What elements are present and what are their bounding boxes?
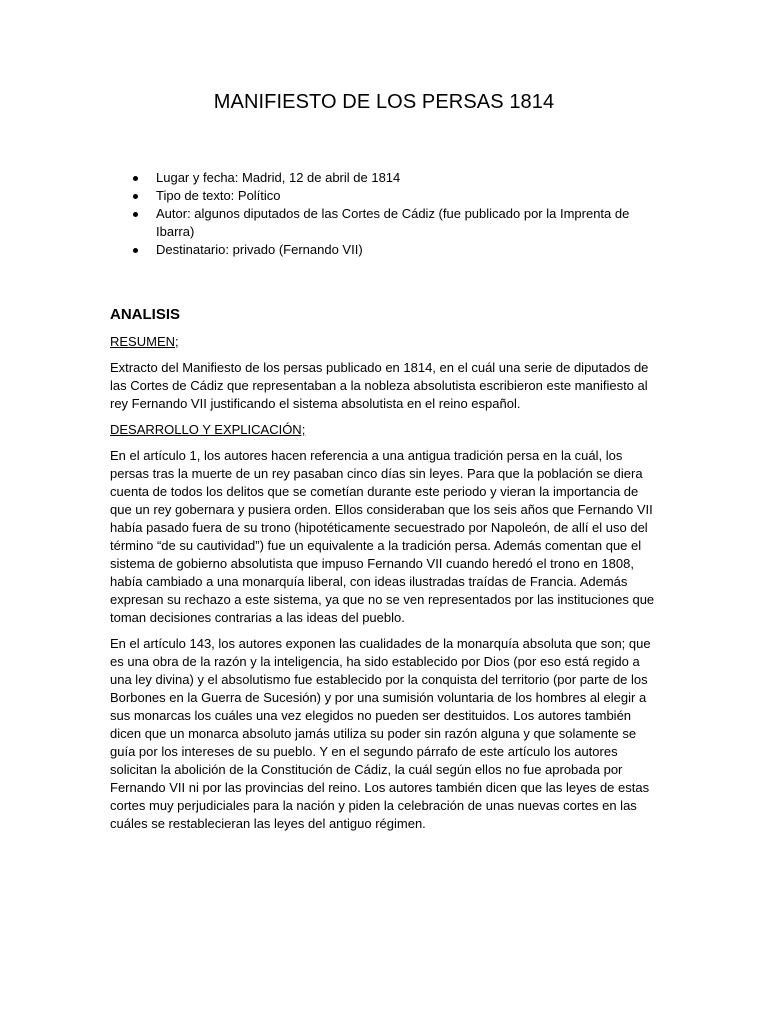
meta-item-recipient <box>133 241 638 259</box>
meta-item-text: Lugar y fecha: Madrid, 12 de abril de 1814 <box>156 170 401 185</box>
meta-item-author <box>133 205 638 241</box>
development-paragraph-article-1: En el artículo 1, los autores hacen referencia a una antigua tradición persa en la cuál, los persas tras la muerte de un rey pasaban cinco días sin leyes. Para que la población se diera cuenta de todos los delitos que se cometían durante este periodo y vieran la importancia de que un rey gobernara y pusiera orden. Ellos consideraban que los seis años que Fernando VII había pasado fuera de su trono (hipotéticamente secuestrado por Napoleón, de allí el uso del término “de su cautividad”) fue un equivalente a la tradición persa. Además comentan que el sistema de gobierno absolutista que impuso Fernando VII cuando heredó el trono en 1808, había cambiado a una monarquía liberal, con ideas ilustradas traídas de Francia. Además expresan su rechazo a este sistema, ya que no se ven representados por las instituciones que toman decisiones contrarias a las ideas del pueblo. <box>110 448 655 625</box>
bullet-icon <box>133 194 138 199</box>
development-paragraph-article-143: En el artículo 143, los autores exponen las cualidades de la monarquía absoluta que son; que es una obra de la razón y la inteligencia, ha sido establecido por Dios (por eso está regido a una ley divina) y el absolutismo fue establecido por la conquista del territorio (por parte de los Borbones en la Guerra de Sucesión) y por una sumisión voluntaria de los hombres al elegir a sus monarcas los cuáles una vez elegidos no pueden ser destituidos. Los autores también dicen que un monarca absoluto jamás utiliza su poder sin razón alguna y que solamente se guía por los intereses de su pueblo. Y en el segundo párrafo de este artículo los autores solicitan la abolición de la Constitución de Cádiz, la cuál según ellos no fue aprobada por Fernando VII ni por las provincias del reino. Los autores también dicen que las leyes de estas cortes muy perjudiciales para la nación y piden la celebración de unas nuevas cortes en las cuáles se restablecieran las leyes del antiguo régimen. <box>110 636 651 831</box>
bullet-icon <box>133 212 138 217</box>
summary-paragraph: Extracto del Manifiesto de los persas publicado en 1814, en el cuál una serie de diputados de las Cortes de Cádiz que representaban a la nobleza absolutista escribieron este manifiesto al rey Fernando VII justificando el sistema absolutista en el reino español. <box>110 360 649 411</box>
summary-heading: RESUMEN; <box>110 334 179 349</box>
bullet-icon <box>133 248 138 253</box>
bullet-icon <box>133 176 138 181</box>
meta-item-text: Autor: algunos diputados de las Cortes de Cádiz (fue publicado por la Imprenta de Ibarra) <box>156 206 630 239</box>
development-heading: DESARROLLO Y EXPLICACIÓN; <box>110 422 306 437</box>
meta-item-place-date <box>133 169 638 187</box>
meta-item-text: Tipo de texto: Político <box>156 188 281 203</box>
meta-item-text: Destinatario: privado (Fernando VII) <box>156 242 363 257</box>
analysis-heading: ANALISIS <box>110 306 181 323</box>
document-meta-list <box>133 169 638 259</box>
document-title: MANIFIESTO DE LOS PERSAS 1814 <box>213 91 555 113</box>
meta-item-text-type <box>133 187 638 205</box>
analysis-section <box>110 305 660 841</box>
